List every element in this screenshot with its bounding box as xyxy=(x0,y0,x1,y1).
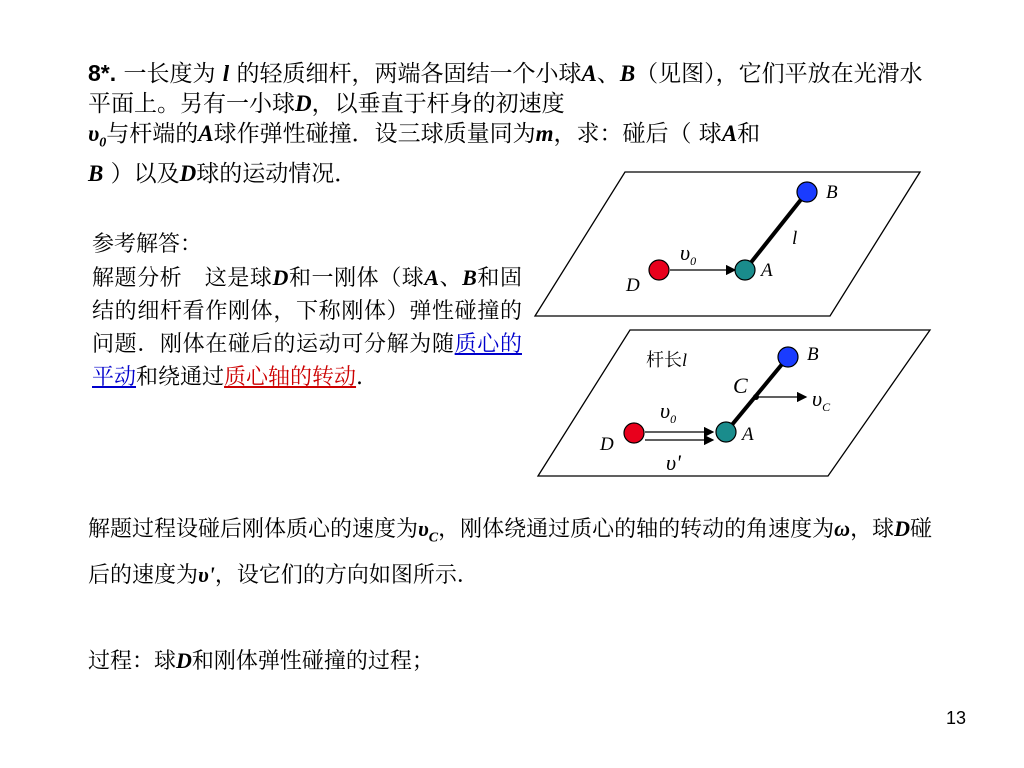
solution-process xyxy=(88,510,948,594)
physics-figure xyxy=(530,168,940,478)
label-v0-bottom: $\upsilon_0$ xyxy=(660,398,677,426)
var-B: B xyxy=(462,265,477,290)
problem-text: 一长度为 xyxy=(116,61,223,87)
problem-text: 和 xyxy=(737,121,761,147)
var-A: A xyxy=(721,121,738,146)
var-vprime: υ' xyxy=(198,562,215,588)
reference-answer xyxy=(92,228,522,394)
problem-text: （见图），它们平放在光滑水平面上。另有一小球 xyxy=(88,61,923,117)
var-omega: ω xyxy=(834,516,851,541)
problem-text: 球的运动情况． xyxy=(196,160,358,187)
problem-text: 球作弹性碰撞．设三球质量同为 xyxy=(213,121,536,147)
var-vc-sub: C xyxy=(428,530,439,546)
answer-text: 和固结的细杆看作刚体，下称刚体）弹性碰撞的问题．刚体在碰后的运动可分解为随 xyxy=(92,266,522,357)
var-m: m xyxy=(535,121,554,146)
var-B: B xyxy=(88,160,104,186)
rod-top xyxy=(745,192,807,270)
stage-text: 和刚体弹性碰撞的过程； xyxy=(191,649,434,674)
var-l: l xyxy=(222,61,230,86)
var-A: A xyxy=(198,121,214,146)
ball-D-top xyxy=(649,260,669,280)
label-A-top: A xyxy=(761,260,773,281)
link-rotation-about-axis[interactable]: 质心轴的转动 xyxy=(224,365,357,390)
answer-body xyxy=(92,261,522,394)
ball-B-bottom xyxy=(778,347,798,367)
plane-top xyxy=(535,172,920,316)
var-v0: υ xyxy=(88,121,100,146)
ball-B-top xyxy=(797,182,817,202)
var-B: B xyxy=(619,61,636,86)
problem-text: ，以垂直于杆身的初速度 xyxy=(311,91,565,117)
problem-text: 、 xyxy=(596,61,620,87)
process-text: ，球 xyxy=(850,517,895,542)
var-D: D xyxy=(894,516,910,541)
label-vc: $\upsilon_C$ xyxy=(812,386,831,414)
var-vc: υ xyxy=(418,516,429,541)
process-text: 解题过程设碰后刚体质心的速度为 xyxy=(88,517,419,542)
stage-text: 过程：球 xyxy=(88,649,177,674)
ball-A-bottom xyxy=(716,422,736,442)
process-text: ，刚体绕通过质心的轴的转动的角速度为 xyxy=(438,517,835,542)
var-D: D xyxy=(272,265,289,290)
label-D-top: D xyxy=(626,275,640,296)
var-D: D xyxy=(295,91,312,116)
answer-text: 和一刚体（球 xyxy=(288,266,425,291)
answer-text: . xyxy=(356,365,364,390)
answer-text: 、 xyxy=(439,266,463,291)
label-vprime: υ' xyxy=(666,450,681,475)
problem-text: ，求：碰后（ 球 xyxy=(553,121,722,147)
var-D: D xyxy=(179,160,197,186)
answer-text: 解题分析 这是球 xyxy=(92,266,273,291)
var-A: A xyxy=(581,61,597,86)
problem-number: 8*. xyxy=(88,60,117,86)
ball-A-top xyxy=(735,260,755,280)
link-center-of-mass-translation[interactable]: 质心的平动 xyxy=(92,332,522,390)
answer-heading: 参考解答： xyxy=(92,232,203,257)
label-A-bottom: A xyxy=(742,424,754,445)
page-number: 13 xyxy=(946,708,967,728)
problem-text: 的轻质细杆，两端各固结一个小球 xyxy=(229,61,582,87)
answer-text: 和绕通过 xyxy=(136,365,225,390)
ball-D-bottom xyxy=(624,423,644,443)
label-v0-top: $\upsilon_0$ xyxy=(680,240,697,268)
process-stage xyxy=(88,642,948,680)
label-B-top: B xyxy=(826,182,838,203)
var-v0-sub: 0 xyxy=(99,135,107,151)
label-D-bottom: D xyxy=(600,434,614,455)
problem-text: ）以及 xyxy=(103,160,180,187)
process-text: ，设它们的方向如图所示． xyxy=(214,563,479,589)
var-A: A xyxy=(424,265,440,290)
plane-bottom xyxy=(538,330,930,476)
var-D: D xyxy=(176,648,192,673)
problem-text: 与杆端的 xyxy=(106,121,199,147)
process-text: 碰后的速度为 xyxy=(88,517,932,589)
rod-length-label: 杆长l xyxy=(646,350,688,371)
label-B-bottom: B xyxy=(807,344,819,365)
label-C: C xyxy=(733,373,748,398)
label-l-top: l xyxy=(792,228,798,249)
